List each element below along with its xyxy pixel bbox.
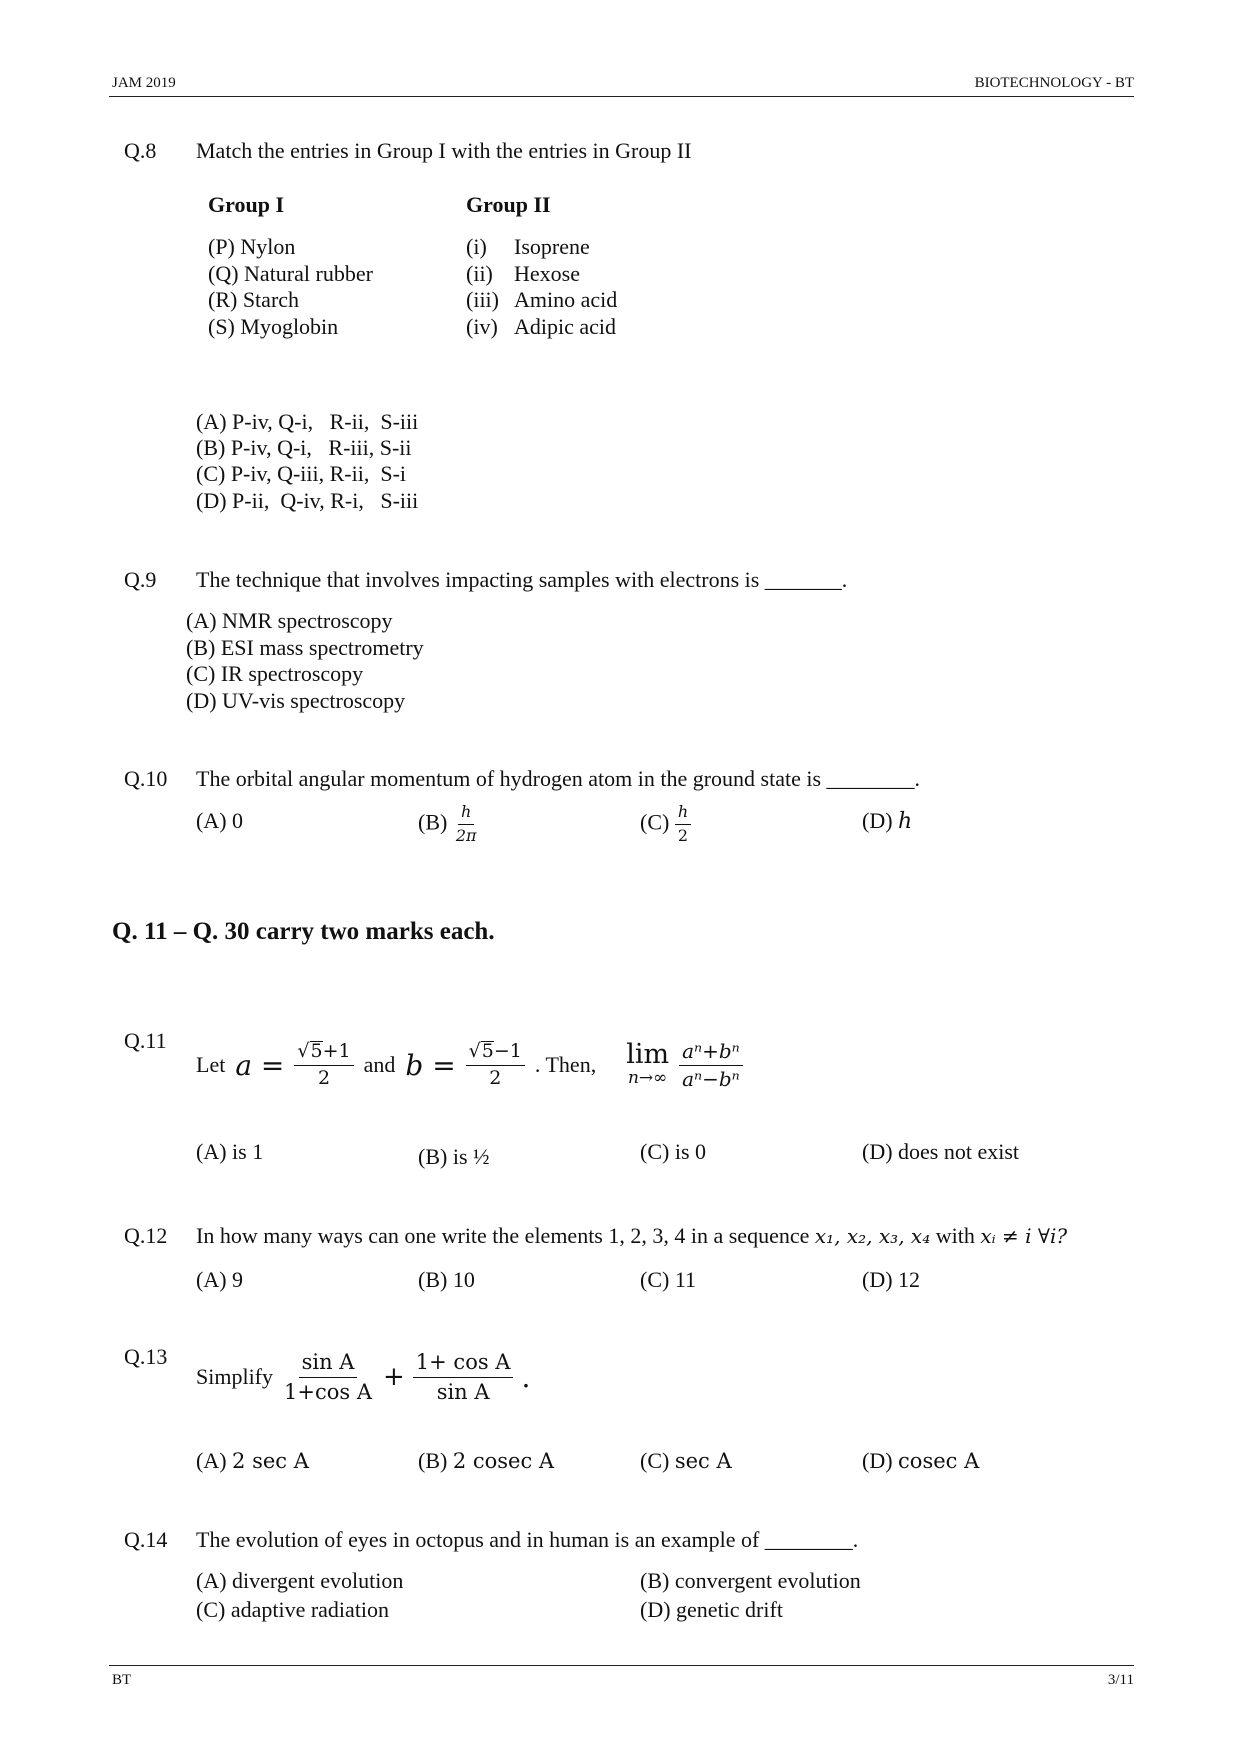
denominator: aⁿ−bⁿ bbox=[682, 1066, 740, 1091]
footer-page-number: 3/11 bbox=[1107, 1672, 1134, 1688]
variable-a: a = bbox=[235, 1048, 285, 1082]
answer-option bbox=[418, 1448, 554, 1474]
group-2-item: Isoprene bbox=[514, 234, 590, 259]
group-2-item: Hexose bbox=[514, 261, 580, 286]
group-1-title: Group I bbox=[208, 192, 285, 217]
answer-option: (C) adaptive radiation bbox=[196, 1597, 390, 1622]
period: . bbox=[521, 1360, 531, 1394]
group-2-title: Group II bbox=[466, 192, 551, 217]
numerator-rest: −1 bbox=[493, 1040, 522, 1063]
header-rule bbox=[109, 96, 1134, 97]
and-text: and bbox=[363, 1052, 396, 1077]
question-number: Q.8 bbox=[124, 138, 157, 163]
header-paper-name: BIOTECHNOLOGY - BT bbox=[974, 75, 1134, 91]
numerator: sin A bbox=[299, 1351, 358, 1377]
limit-operator bbox=[626, 1041, 669, 1088]
question-number: Q.14 bbox=[124, 1527, 168, 1552]
answer-option bbox=[640, 804, 691, 845]
denominator: 2 bbox=[489, 1067, 502, 1089]
numerator bbox=[294, 1041, 353, 1066]
numerator: h bbox=[458, 804, 474, 825]
answer-option bbox=[862, 808, 912, 834]
question-number: Q.10 bbox=[124, 766, 168, 791]
answer-option: (C) is 0 bbox=[640, 1139, 706, 1164]
option-label: (B) bbox=[418, 1448, 448, 1473]
option-math: cosec A bbox=[898, 1449, 980, 1473]
question-text: The technique that involves impacting samples with electrons is _______. bbox=[196, 567, 848, 592]
question-expression bbox=[196, 1030, 743, 1100]
answer-option bbox=[196, 1448, 309, 1474]
sqrt-symbol: √ bbox=[468, 1040, 481, 1063]
answer-option bbox=[418, 804, 480, 845]
group-1-item: (S) Myoglobin bbox=[208, 314, 339, 339]
answer-option: (B) 10 bbox=[418, 1267, 475, 1292]
condition-math: xᵢ ≠ i ∀i? bbox=[980, 1224, 1068, 1248]
then-text: . Then, bbox=[534, 1052, 597, 1077]
question-number: Q.9 bbox=[124, 567, 157, 592]
denominator: sin A bbox=[436, 1379, 490, 1404]
answer-option: (B) P-iv, Q-i, R-iii, S-ii bbox=[196, 435, 412, 460]
question-text: The evolution of eyes in octopus and in human is an example of ________. bbox=[196, 1527, 859, 1552]
group-2-label: (iv) bbox=[466, 314, 498, 339]
footer-rule bbox=[109, 1665, 1134, 1666]
numerator: h bbox=[675, 804, 691, 825]
section-heading: Q. 11 – Q. 30 carry two marks each. bbox=[112, 918, 495, 945]
answer-option: (A) 0 bbox=[196, 808, 244, 833]
answer-option: (C) P-iv, Q-iii, R-ii, S-i bbox=[196, 461, 407, 486]
answer-option: (A) divergent evolution bbox=[196, 1568, 404, 1593]
answer-option: (D) UV-vis spectroscopy bbox=[186, 688, 406, 713]
question-text: The orbital angular momentum of hydrogen atom in the ground state is ________. bbox=[196, 766, 921, 791]
option-label: (B) bbox=[418, 809, 448, 835]
question-number: Q.12 bbox=[124, 1223, 168, 1248]
option-label: (D) bbox=[862, 1448, 893, 1473]
footer-paper-code: BT bbox=[112, 1672, 132, 1688]
option-label: (A) bbox=[196, 1448, 227, 1473]
numerator: 1+ cos A bbox=[413, 1351, 514, 1377]
answer-option: (C) 11 bbox=[640, 1267, 697, 1292]
lim-subscript: n→∞ bbox=[627, 1068, 668, 1089]
answer-option: (A) NMR spectroscopy bbox=[186, 608, 393, 633]
variable-b: b = bbox=[405, 1048, 456, 1082]
question-number: Q.11 bbox=[124, 1028, 167, 1053]
group-2-label: (ii) bbox=[466, 261, 493, 286]
option-math: 2 sec A bbox=[232, 1449, 309, 1473]
question-number: Q.13 bbox=[124, 1344, 168, 1369]
fraction-b bbox=[466, 1041, 525, 1089]
answer-option: (B) convergent evolution bbox=[640, 1568, 861, 1593]
answer-option: (C) IR spectroscopy bbox=[186, 661, 364, 686]
answer-option: (D) P-ii, Q-iv, R-i, S-iii bbox=[196, 488, 419, 513]
denominator: 2π bbox=[455, 825, 477, 845]
sqrt-symbol: √ bbox=[297, 1040, 310, 1063]
denominator: 1+cos A bbox=[284, 1379, 372, 1404]
fraction-1 bbox=[281, 1351, 375, 1402]
group-2-label: (iii) bbox=[466, 287, 499, 312]
answer-option: (D) does not exist bbox=[862, 1139, 1020, 1164]
lim-text: lim bbox=[626, 1039, 670, 1071]
option-math: sec A bbox=[674, 1449, 732, 1473]
answer-option: (B) is ½ bbox=[418, 1144, 490, 1169]
option-label: (C) bbox=[640, 1448, 670, 1473]
answer-option: (D) 12 bbox=[862, 1267, 921, 1292]
plus-sign: + bbox=[383, 1362, 405, 1392]
option-label: (C) bbox=[640, 809, 670, 835]
denominator: 2 bbox=[317, 1067, 331, 1089]
option-math: 2 cosec A bbox=[452, 1449, 555, 1473]
group-2-label: (i) bbox=[466, 234, 487, 259]
answer-option: (A) 9 bbox=[196, 1267, 244, 1292]
simplify-text: Simplify bbox=[196, 1364, 274, 1389]
group-2-item: Adipic acid bbox=[514, 314, 617, 339]
question-text bbox=[196, 1223, 1067, 1249]
question-text: Match the entries in Group I with the entries in Group II bbox=[196, 138, 692, 163]
numerator-rest: +1 bbox=[322, 1040, 351, 1063]
numerator bbox=[466, 1041, 525, 1066]
answer-option bbox=[862, 1448, 979, 1474]
fraction-2 bbox=[413, 1351, 514, 1402]
sequence-math: x₁, x₂, x₃, x₄ bbox=[814, 1224, 931, 1248]
radicand: 5 bbox=[481, 1040, 494, 1063]
fraction bbox=[675, 804, 691, 845]
numerator: aⁿ+bⁿ bbox=[679, 1041, 743, 1066]
answer-option: (A) P-iv, Q-i, R-ii, S-iii bbox=[196, 409, 419, 434]
question-sentence: In how many ways can one write the elements 1, 2, 3, 4 in a sequence bbox=[196, 1223, 810, 1248]
question-expression bbox=[196, 1343, 530, 1411]
radicand: 5 bbox=[310, 1040, 323, 1063]
let-text: Let bbox=[196, 1052, 226, 1077]
option-label: (D) bbox=[862, 808, 893, 833]
denominator: 2 bbox=[677, 825, 689, 845]
group-1-item: (Q) Natural rubber bbox=[208, 261, 373, 286]
fraction bbox=[453, 804, 480, 845]
answer-option: (A) is 1 bbox=[196, 1139, 264, 1164]
option-math: h bbox=[898, 809, 913, 834]
group-2-item: Amino acid bbox=[514, 287, 618, 312]
with-text: with bbox=[935, 1223, 975, 1248]
fraction-a bbox=[294, 1041, 353, 1089]
answer-option: (D) genetic drift bbox=[640, 1597, 783, 1622]
group-1-item: (P) Nylon bbox=[208, 234, 296, 259]
answer-option bbox=[640, 1448, 732, 1474]
group-1-item: (R) Starch bbox=[208, 287, 300, 312]
header-exam-name: JAM 2019 bbox=[112, 75, 176, 91]
limit-fraction bbox=[679, 1038, 743, 1091]
answer-option: (B) ESI mass spectrometry bbox=[186, 635, 424, 660]
